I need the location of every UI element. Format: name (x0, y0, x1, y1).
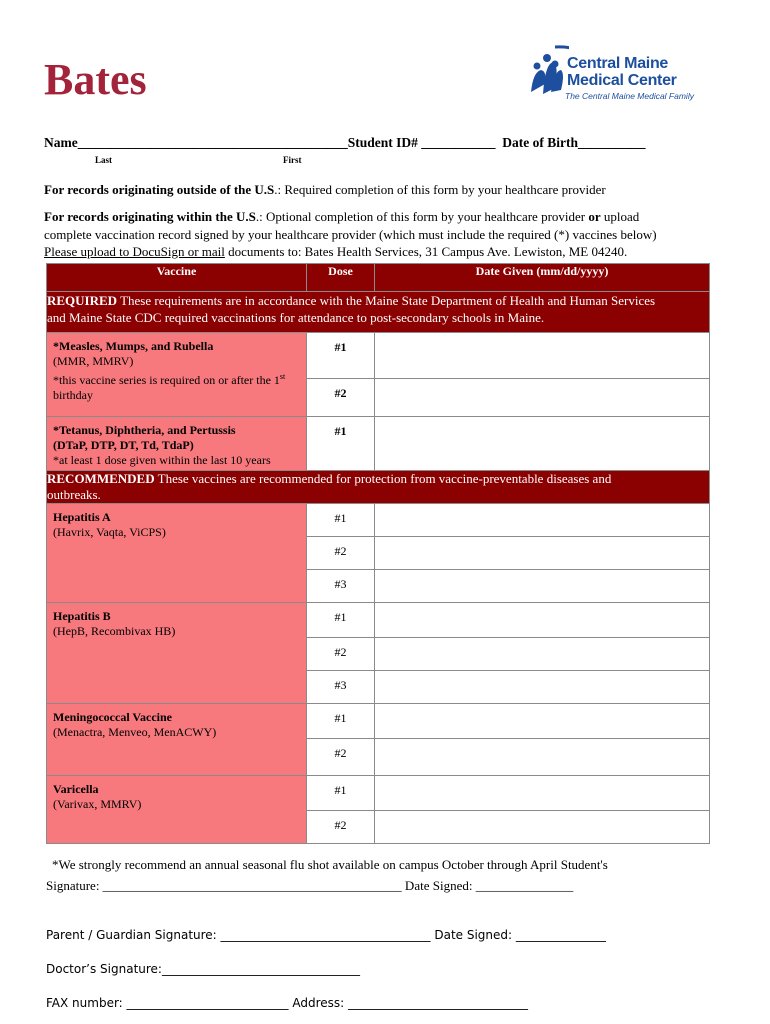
table-row (47, 333, 710, 379)
vaccine-name: Hepatitis B (53, 609, 111, 623)
vaccine-name: Varicella (53, 782, 99, 796)
outside-us-text: .: Required completion of this form by your healthcare provider (274, 182, 606, 197)
dose-number (307, 333, 375, 379)
table-row (47, 603, 710, 638)
table-row (47, 776, 710, 811)
vaccine-name: *Measles, Mumps, and Rubella (53, 339, 214, 353)
dose-number (307, 417, 375, 471)
outside-us-instruction (44, 181, 606, 199)
within-us-text: .: Optional completion of this form by your healthcare provider (255, 209, 589, 224)
date-given-field[interactable] (375, 570, 710, 603)
dose-label: #1 (334, 340, 347, 354)
table-header-row (47, 264, 710, 292)
vaccine-note: *at least 1 dose given within the last 10 years (53, 453, 271, 467)
date-given-field[interactable] (375, 671, 710, 704)
date-given-field[interactable] (375, 603, 710, 638)
dose-number (307, 811, 375, 844)
vaccine-hepatitis-b (47, 603, 307, 704)
date-given-field[interactable] (375, 379, 710, 417)
date-given-field[interactable] (375, 333, 710, 379)
dose-number (307, 570, 375, 603)
parent-signature-line[interactable]: Parent / Guardian Signature: ___________________________________ Date Signed: _______________ (46, 928, 606, 942)
within-us-text-end: upload (600, 209, 640, 224)
dose-label: #2 (334, 544, 347, 558)
bates-logo: Bates (44, 55, 147, 104)
vaccine-note: *this vaccine series is required on or after the 1 (53, 373, 280, 387)
dose-number (307, 603, 375, 638)
vaccine-brands: (Menactra, Menveo, MenACWY) (53, 725, 217, 739)
identity-fields (44, 136, 646, 150)
last-name-caption: Last (95, 155, 113, 165)
upload-link[interactable]: Please upload to DocuSign or mail (44, 244, 225, 259)
fax-address-line[interactable]: FAX number: ___________________________ Address: ______________________________ (46, 996, 528, 1010)
dose-label: #1 (334, 610, 347, 624)
required-text: These requirements are in accordance with the Maine State Department of Health and Human Services (117, 293, 656, 308)
cmmc-tagline: The Central Maine Medical Family (565, 91, 694, 101)
vaccine-meningococcal (47, 704, 307, 776)
recommended-banner (47, 471, 710, 504)
required-text-line2: and Maine State CDC required vaccinations for attendance to post-secondary schools in Maine. (47, 310, 545, 325)
dose-label: #2 (334, 818, 347, 832)
doctor-signature-line[interactable]: Doctor’s Signature:_________________________________ (46, 962, 360, 976)
dose-label: #1 (334, 783, 347, 797)
vaccine-tdap (47, 417, 307, 471)
name-field[interactable]: ________________________________________ (77, 135, 348, 150)
within-us-or: or (588, 209, 601, 224)
vaccine-brands: (Varivax, MMRV) (53, 797, 142, 811)
within-us-instruction (44, 208, 657, 261)
vaccine-name: *Tetanus, Diphtheria, and Pertussis (53, 423, 236, 437)
name-label: Name (44, 135, 78, 150)
vaccine-varicella (47, 776, 307, 844)
dose-number (307, 739, 375, 776)
dose-number (307, 379, 375, 417)
student-id-label: Student ID# (347, 135, 418, 150)
date-given-field[interactable] (375, 776, 710, 811)
vaccine-brands: (Havrix, Vaqta, ViCPS) (53, 525, 166, 539)
recommended-text-line2: outbreaks. (47, 487, 101, 502)
date-given-field[interactable] (375, 739, 710, 776)
within-us-text-line2: complete vaccination record signed by your healthcare provider (which must include the required (*) vaccines below) (44, 226, 657, 242)
date-given-field[interactable] (375, 638, 710, 671)
flu-shot-note: *We strongly recommend an annual seasonal flu shot available on campus October through April Student's (52, 857, 608, 872)
table-row (47, 504, 710, 537)
cmmc-logo (525, 44, 715, 102)
vaccine-mmr (47, 333, 307, 417)
outside-us-label: For records originating outside of the U.S (44, 182, 275, 197)
table-row (47, 417, 710, 471)
required-banner (47, 292, 710, 333)
family-people-icon (525, 44, 569, 102)
vaccine-brands: (HepB, Recombivax HB) (53, 624, 176, 638)
dose-label: #2 (334, 645, 347, 659)
dob-field[interactable]: __________ (578, 135, 646, 150)
required-label: REQUIRED (47, 293, 118, 308)
dose-label: #1 (334, 511, 347, 525)
header-vaccine: Vaccine (47, 264, 307, 292)
dose-number (307, 704, 375, 739)
vaccine-name: Hepatitis A (53, 510, 111, 524)
dose-label: #1 (334, 711, 347, 725)
dose-label: #3 (334, 678, 347, 692)
dose-number (307, 638, 375, 671)
dose-label: #3 (334, 577, 347, 591)
date-given-field[interactable] (375, 417, 710, 471)
dose-number (307, 671, 375, 704)
vaccine-name-line2: (DTaP, DTP, DT, Td, TdaP) (53, 438, 194, 452)
dose-label: #2 (334, 746, 347, 760)
dose-number (307, 504, 375, 537)
date-given-field[interactable] (375, 537, 710, 570)
recommended-text: These vaccines are recommended for protection from vaccine-preventable diseases and (154, 471, 612, 486)
vaccine-hepatitis-a (47, 504, 307, 603)
dose-number (307, 537, 375, 570)
header-date-given: Date Given (mm/dd/yyyy) (375, 264, 710, 292)
vaccine-note-sup: st (279, 372, 286, 381)
dose-label: #1 (334, 424, 347, 438)
vaccine-name: Meningococcal Vaccine (53, 710, 172, 724)
header-dose: Dose (307, 264, 375, 292)
vaccine-brands: (MMR, MMRV) (53, 354, 134, 368)
within-us-label: For records originating within the U.S (44, 209, 256, 224)
table-row (47, 704, 710, 739)
date-given-field[interactable] (375, 811, 710, 844)
student-signature-line[interactable]: Signature: ______________________________________________ Date Signed: _______________ (46, 878, 574, 893)
first-name-caption: First (283, 155, 302, 165)
date-given-field[interactable] (375, 504, 710, 537)
vaccination-table (46, 263, 710, 844)
dob-label: Date of Birth (502, 135, 579, 150)
vaccine-note-end: birthday (53, 388, 93, 402)
mailing-address: documents to: Bates Health Services, 31 Campus Ave. Lewiston, ME 04240. (224, 244, 628, 259)
recommended-label: RECOMMENDED (47, 471, 155, 486)
date-given-field[interactable] (375, 704, 710, 739)
cmmc-name-line2: Medical Center (567, 72, 677, 89)
cmmc-name-line1: Central Maine (567, 55, 669, 72)
dose-number (307, 776, 375, 811)
dose-label: #2 (334, 386, 347, 400)
student-id-field[interactable]: ___________ (421, 135, 496, 150)
